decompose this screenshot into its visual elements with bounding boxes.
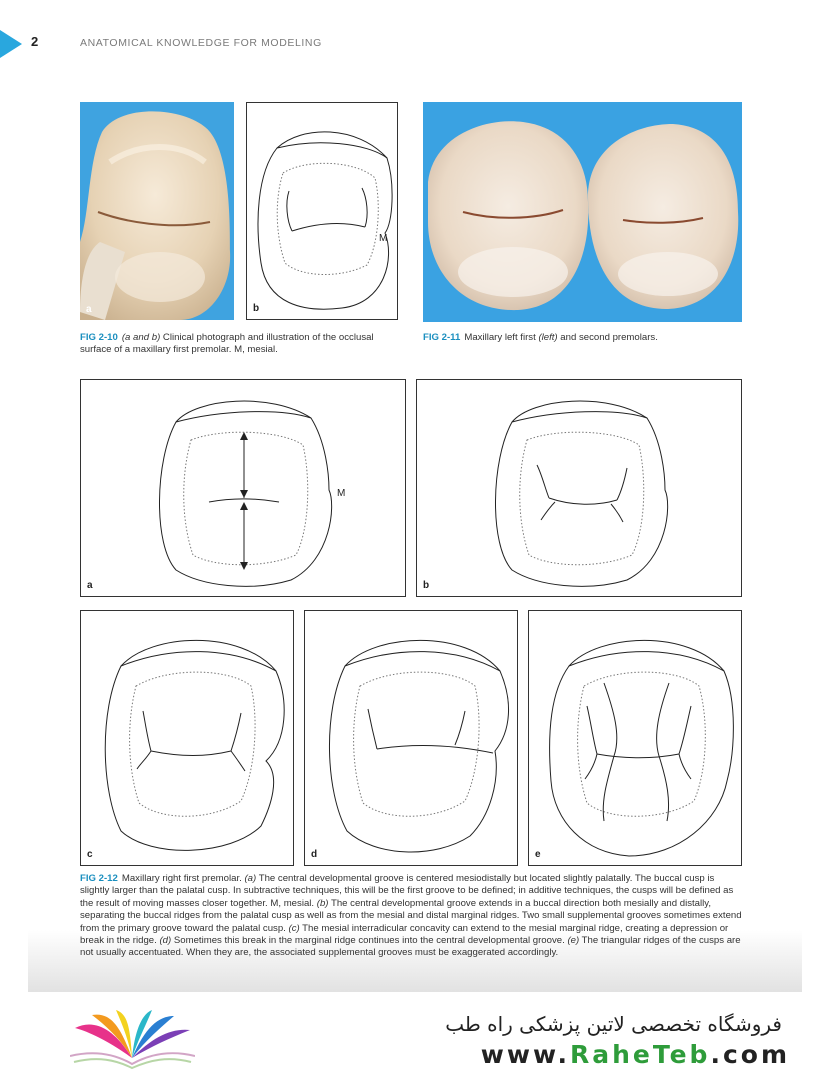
caption-text: The central developmental groove is centered mesiodistally but located slightly palatally. The buccal cusp is slightly larger than the palatal cusp. In subtractive techniques, this will be the first groove to be defined; in additive techniques, the cusps will be defined as the result of moving masses closer together. M, mesial.: [80, 873, 734, 909]
figure-label: FIG 2-11: [423, 332, 461, 343]
caption-text: and second premolars.: [557, 332, 658, 343]
caption-italic: (d): [159, 935, 172, 947]
caption-text: Maxillary right first premolar.: [121, 873, 245, 884]
fig-2-12e-illustration: [528, 610, 742, 866]
fig-2-11-caption: [423, 332, 743, 344]
url-suffix: .com: [710, 1040, 790, 1069]
caption-text: Maxillary left first: [464, 332, 539, 343]
url-prefix: www.: [480, 1040, 570, 1069]
fig-2-10a-photo: [80, 102, 234, 320]
panel-letter: e: [535, 849, 541, 860]
fig-2-12d-illustration: [304, 610, 518, 866]
caption-italic: (c): [288, 922, 300, 934]
store-url: [420, 1040, 790, 1069]
panel-letter: a: [86, 304, 92, 315]
book-logo-icon: [70, 1010, 195, 1070]
caption-italic: (left): [538, 332, 558, 343]
figure-label: FIG 2-12: [80, 873, 118, 884]
fig-2-10b-illustration: [246, 102, 398, 320]
page-number: 2: [31, 34, 39, 49]
caption-italic: (b): [316, 897, 329, 909]
url-brand: RaheTeb: [569, 1040, 711, 1069]
panel-letter: b: [423, 580, 430, 591]
caption-italic: (e): [567, 935, 580, 947]
page-tab-marker: [0, 30, 22, 58]
fig-2-10-caption: [80, 332, 400, 357]
mesial-label: M: [379, 233, 388, 244]
figure-label: FIG 2-10: [80, 332, 118, 343]
panel-letter: d: [311, 849, 318, 860]
caption-text: The mesial interradicular concavity can extend to the mesial marginal ridge, creating a depression or break in the ridge.: [80, 922, 729, 947]
caption-text: Sometimes this break in the marginal ridge continues into the central developmental groove.: [171, 935, 568, 947]
running-head: ANATOMICAL KNOWLEDGE FOR MODELING: [80, 37, 322, 49]
store-name: فروشگاه تخصصی لاتین پزشکی راه طب: [445, 1012, 782, 1036]
caption-text: Clinical photograph and illustration of the occlusal surface of a maxillary first premolar. M, mesial.: [80, 332, 374, 356]
panel-letter: b: [253, 303, 260, 314]
fig-2-12a-illustration: [80, 379, 406, 597]
caption-italic: (a): [244, 873, 257, 884]
fig-2-12b-illustration: [416, 379, 742, 597]
mesial-label: M: [337, 488, 346, 499]
caption-text: The triangular ridges of the cusps are not usually accentuated. When they are, the associated supplemental grooves must be exaggerated accordingly.: [80, 935, 741, 959]
fig-2-11-photo: [423, 102, 742, 322]
panel-letter: a: [87, 580, 93, 591]
caption-italic: (a and b): [121, 332, 161, 343]
caption-text: The central developmental groove extends in a buccal direction both mesially and distally, separating the buccal ridges from the palatal cusp as well as from the mesial and distal marginal ridges. Two small supplemental grooves sometimes extend from the primary groove toward the palatal cusp.: [80, 897, 742, 934]
panel-letter: c: [87, 849, 93, 860]
fig-2-12-caption: [80, 873, 742, 960]
fig-2-12c-illustration: [80, 610, 294, 866]
